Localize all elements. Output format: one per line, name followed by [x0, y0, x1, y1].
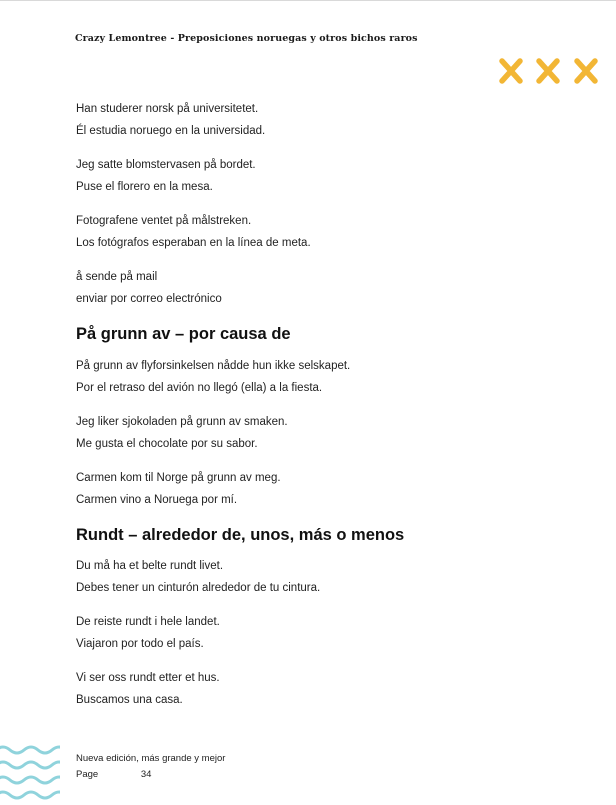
- page-number-row: [76, 767, 225, 783]
- spanish-translation: Por el retraso del avión no llegó (ella) a la fiesta.: [76, 381, 323, 394]
- running-header: Crazy Lemontree - Preposiciones noruegas y otros bichos raros: [75, 33, 418, 44]
- spanish-translation: Buscamos una casa.: [76, 693, 183, 706]
- page-content: [76, 99, 576, 724]
- spanish-translation: Viajaron por todo el país.: [76, 637, 204, 650]
- page-number: 34: [140, 769, 152, 780]
- x-marks-decoration: [498, 57, 616, 87]
- page-label: Page: [76, 769, 99, 780]
- example-pair: [76, 612, 576, 655]
- example-pair: [76, 356, 576, 399]
- spanish-translation: enviar por correo electrónico: [76, 292, 222, 305]
- wave-line-icon: [0, 762, 60, 768]
- example-pair: [76, 468, 576, 511]
- x-mark-icon: [577, 61, 595, 81]
- spanish-translation: Puse el florero en la mesa.: [76, 180, 213, 193]
- norwegian-sentence: På grunn av flyforsinkelsen nådde hun ikke selskapet.: [76, 360, 351, 372]
- norwegian-sentence: Du må ha et belte rundt livet.: [76, 560, 224, 572]
- example-pair: [76, 556, 576, 599]
- norwegian-sentence: Han studerer norsk på universitetet.: [76, 103, 259, 115]
- page-footer: [76, 751, 225, 783]
- x-mark-icon: [539, 61, 557, 81]
- norwegian-sentence: Vi ser oss rundt etter et hus.: [76, 672, 220, 684]
- wave-line-icon: [0, 777, 60, 783]
- example-pair: [76, 668, 576, 711]
- example-pair: [76, 99, 576, 142]
- norwegian-sentence: Jeg liker sjokoladen på grunn av smaken.: [76, 416, 288, 428]
- norwegian-sentence: å sende på mail: [76, 271, 158, 283]
- wave-line-icon: [0, 792, 60, 798]
- example-pair: [76, 267, 576, 310]
- example-pair: [76, 412, 576, 455]
- wave-decoration: [0, 744, 60, 805]
- top-rule: [0, 0, 616, 1]
- norwegian-sentence: Jeg satte blomstervasen på bordet.: [76, 159, 256, 171]
- norwegian-sentence: De reiste rundt i hele landet.: [76, 616, 220, 628]
- norwegian-sentence: Carmen kom til Norge på grunn av meg.: [76, 472, 281, 484]
- edition-note: Nueva edición, más grande y mejor: [76, 753, 226, 764]
- section-heading-rundt: Rundt – alrededor de, unos, más o menos: [76, 526, 405, 544]
- example-pair: [76, 211, 576, 254]
- spanish-translation: Él estudia noruego en la universidad.: [76, 124, 266, 137]
- spanish-translation: Me gusta el chocolate por su sabor.: [76, 437, 258, 450]
- norwegian-sentence: Fotografene ventet på målstreken.: [76, 215, 252, 227]
- example-pair: [76, 155, 576, 198]
- section-heading-pa-grunn-av: På grunn av – por causa de: [76, 325, 291, 343]
- spanish-translation: Debes tener un cinturón alrededor de tu cintura.: [76, 581, 321, 594]
- x-mark-icon: [502, 61, 520, 81]
- spanish-translation: Los fotógrafos esperaban en la línea de meta.: [76, 236, 311, 249]
- spanish-translation: Carmen vino a Noruega por mí.: [76, 493, 238, 506]
- wave-line-icon: [0, 747, 60, 753]
